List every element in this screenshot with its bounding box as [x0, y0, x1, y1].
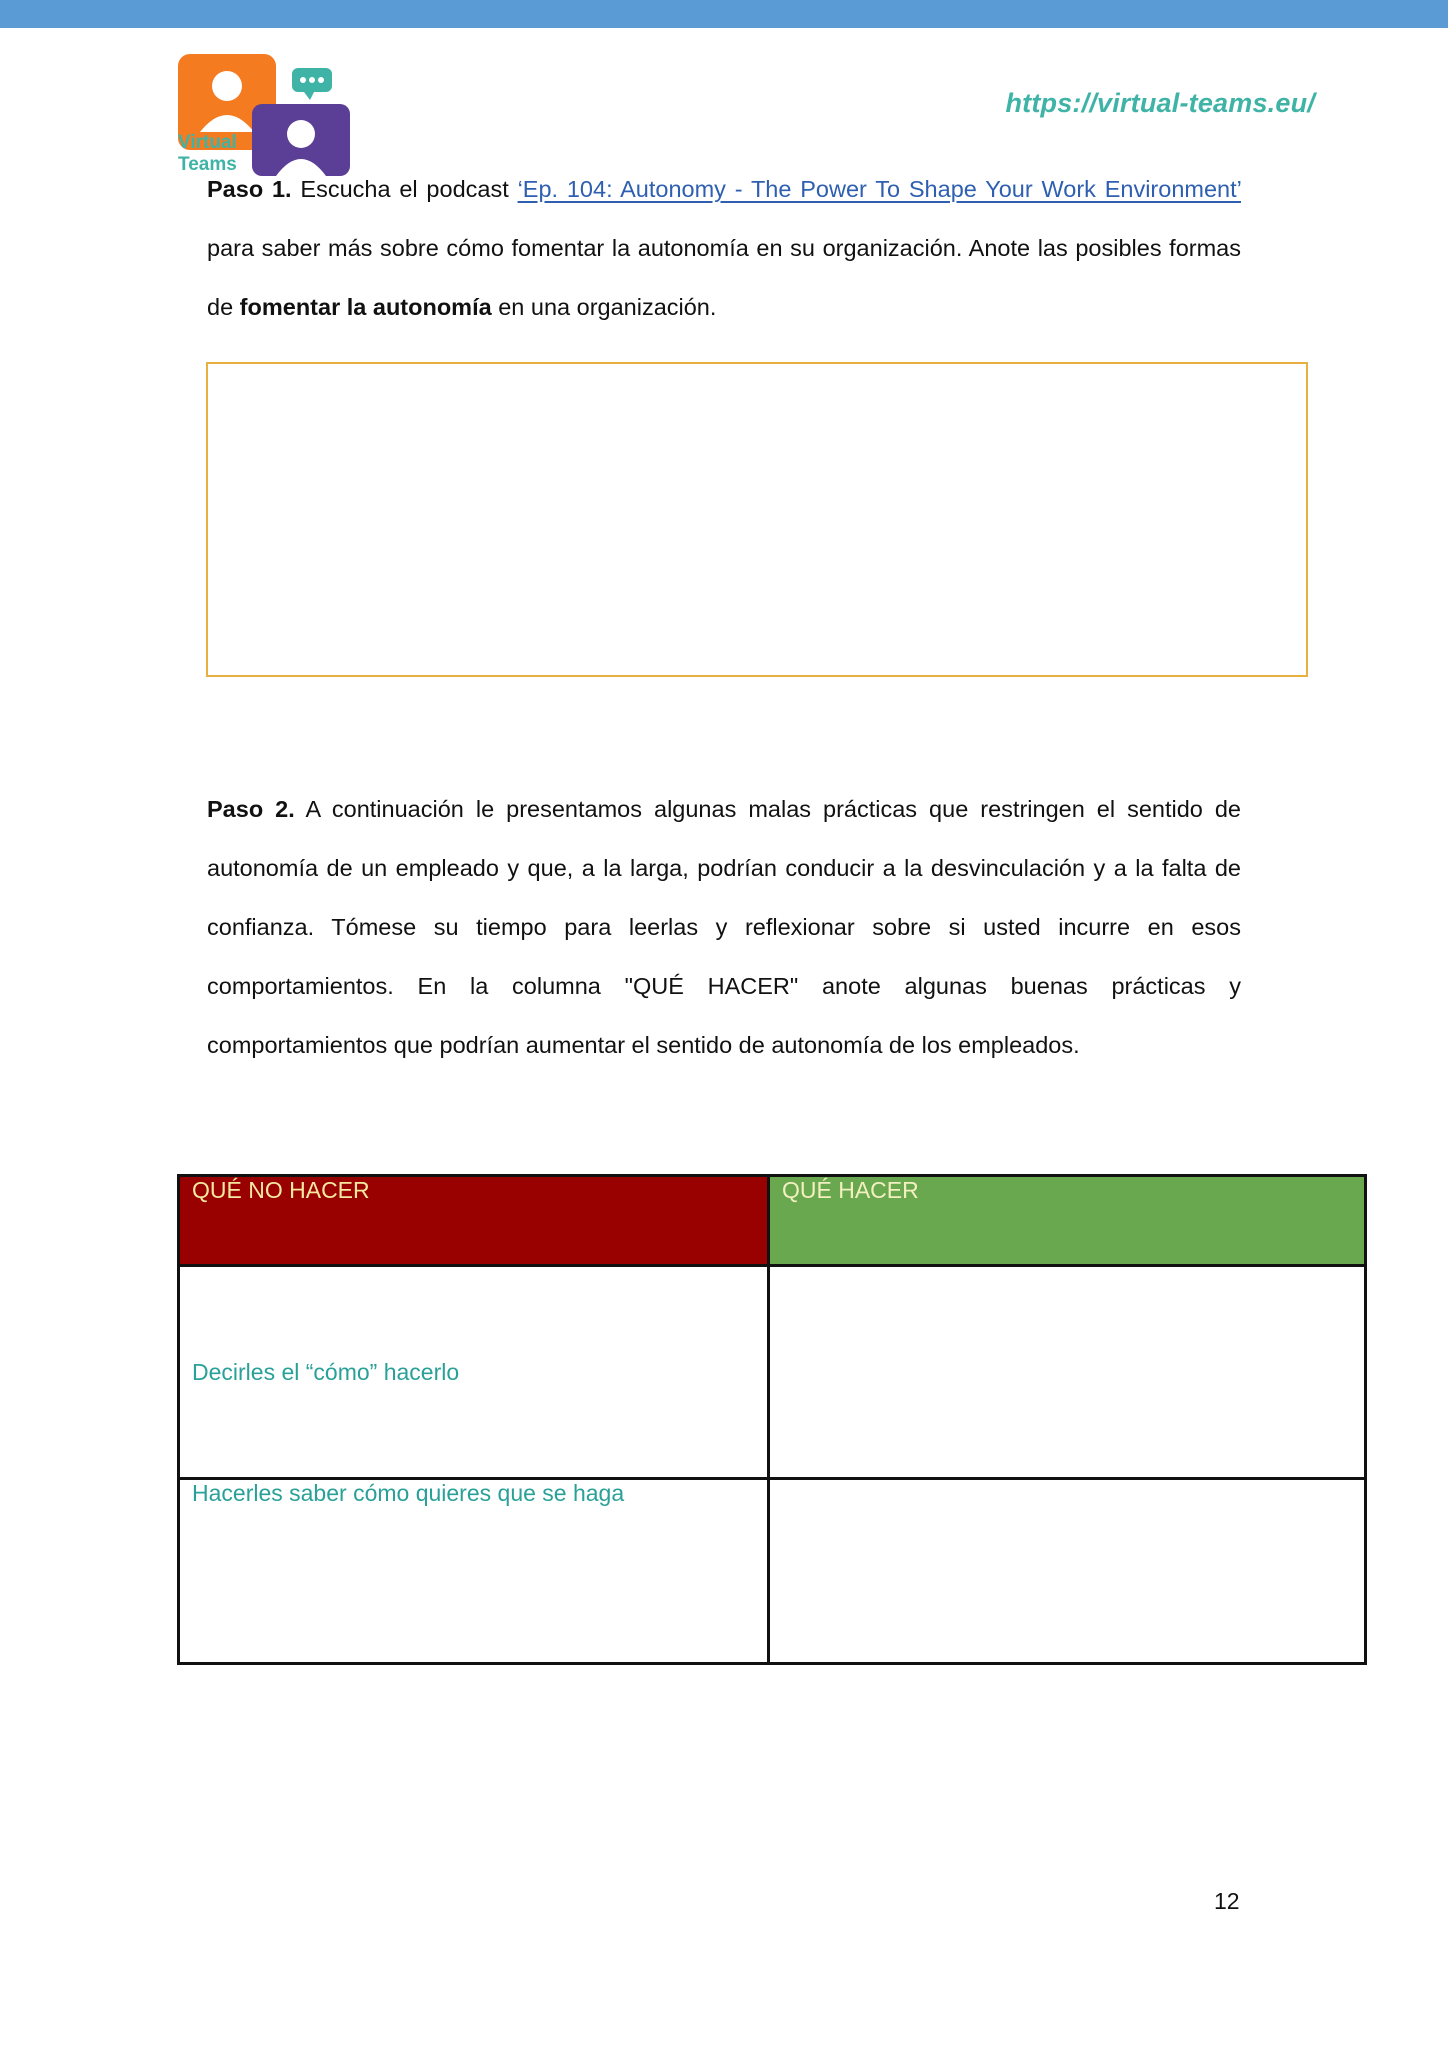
step2-label: Paso 2.	[207, 796, 295, 822]
step1-text-start: Escucha el podcast	[291, 176, 518, 202]
table-row	[179, 1479, 1366, 1664]
step1-answer-box[interactable]	[206, 362, 1308, 677]
step2-text: A continuación le presentamos algunas malas prácticas que restringen el sentido de autonomía de un empleado y que, a la larga, podrían conducir a la desvinculación y a la falta de confianza. Tómese su tiempo para leerlas y reflexionar sobre si usted incurre en esos comportamientos. En la columna "QUÉ HACER" anote algunas buenas prácticas y comportamientos que podrían aumentar el sentido de autonomía de los empleados.	[207, 796, 1242, 1058]
table-cell-no-hacer: Decirles el “cómo” hacerlo	[179, 1266, 769, 1479]
podcast-link[interactable]: ‘Ep. 104: Autonomy - The Power To Shape Your Work Environment’	[517, 176, 1241, 202]
table-cell-hacer-input[interactable]	[769, 1266, 1366, 1479]
step1-label: Paso 1.	[207, 176, 292, 202]
header-que-no-hacer: QUÉ NO HACER	[179, 1176, 769, 1266]
svg-text:Teams: Teams	[178, 154, 237, 175]
table-cell-hacer-input[interactable]	[769, 1479, 1366, 1664]
practices-table	[177, 1174, 1367, 1665]
table-cell-no-hacer: Hacerles saber cómo quieres que se haga	[179, 1479, 769, 1664]
table-header-row	[179, 1176, 1366, 1266]
table-row	[179, 1266, 1366, 1479]
virtual-teams-logo	[176, 52, 358, 176]
step2-paragraph	[207, 780, 1241, 1075]
step1-text-end: en una organización.	[491, 294, 717, 320]
step1-text-middle: para saber más sobre cómo fomentar la autonomía en su organización. Anote las posibles formas de	[207, 235, 1241, 320]
step1-paragraph	[207, 160, 1241, 337]
header-que-hacer: QUÉ HACER	[769, 1176, 1366, 1266]
svg-text:Virtual: Virtual	[178, 132, 237, 153]
website-url[interactable]: https://virtual-teams.eu/	[1005, 88, 1315, 118]
top-color-bar	[0, 0, 1448, 28]
step1-bold-text: fomentar la autonomía	[239, 294, 492, 320]
page-number: 12	[1214, 1888, 1240, 1914]
